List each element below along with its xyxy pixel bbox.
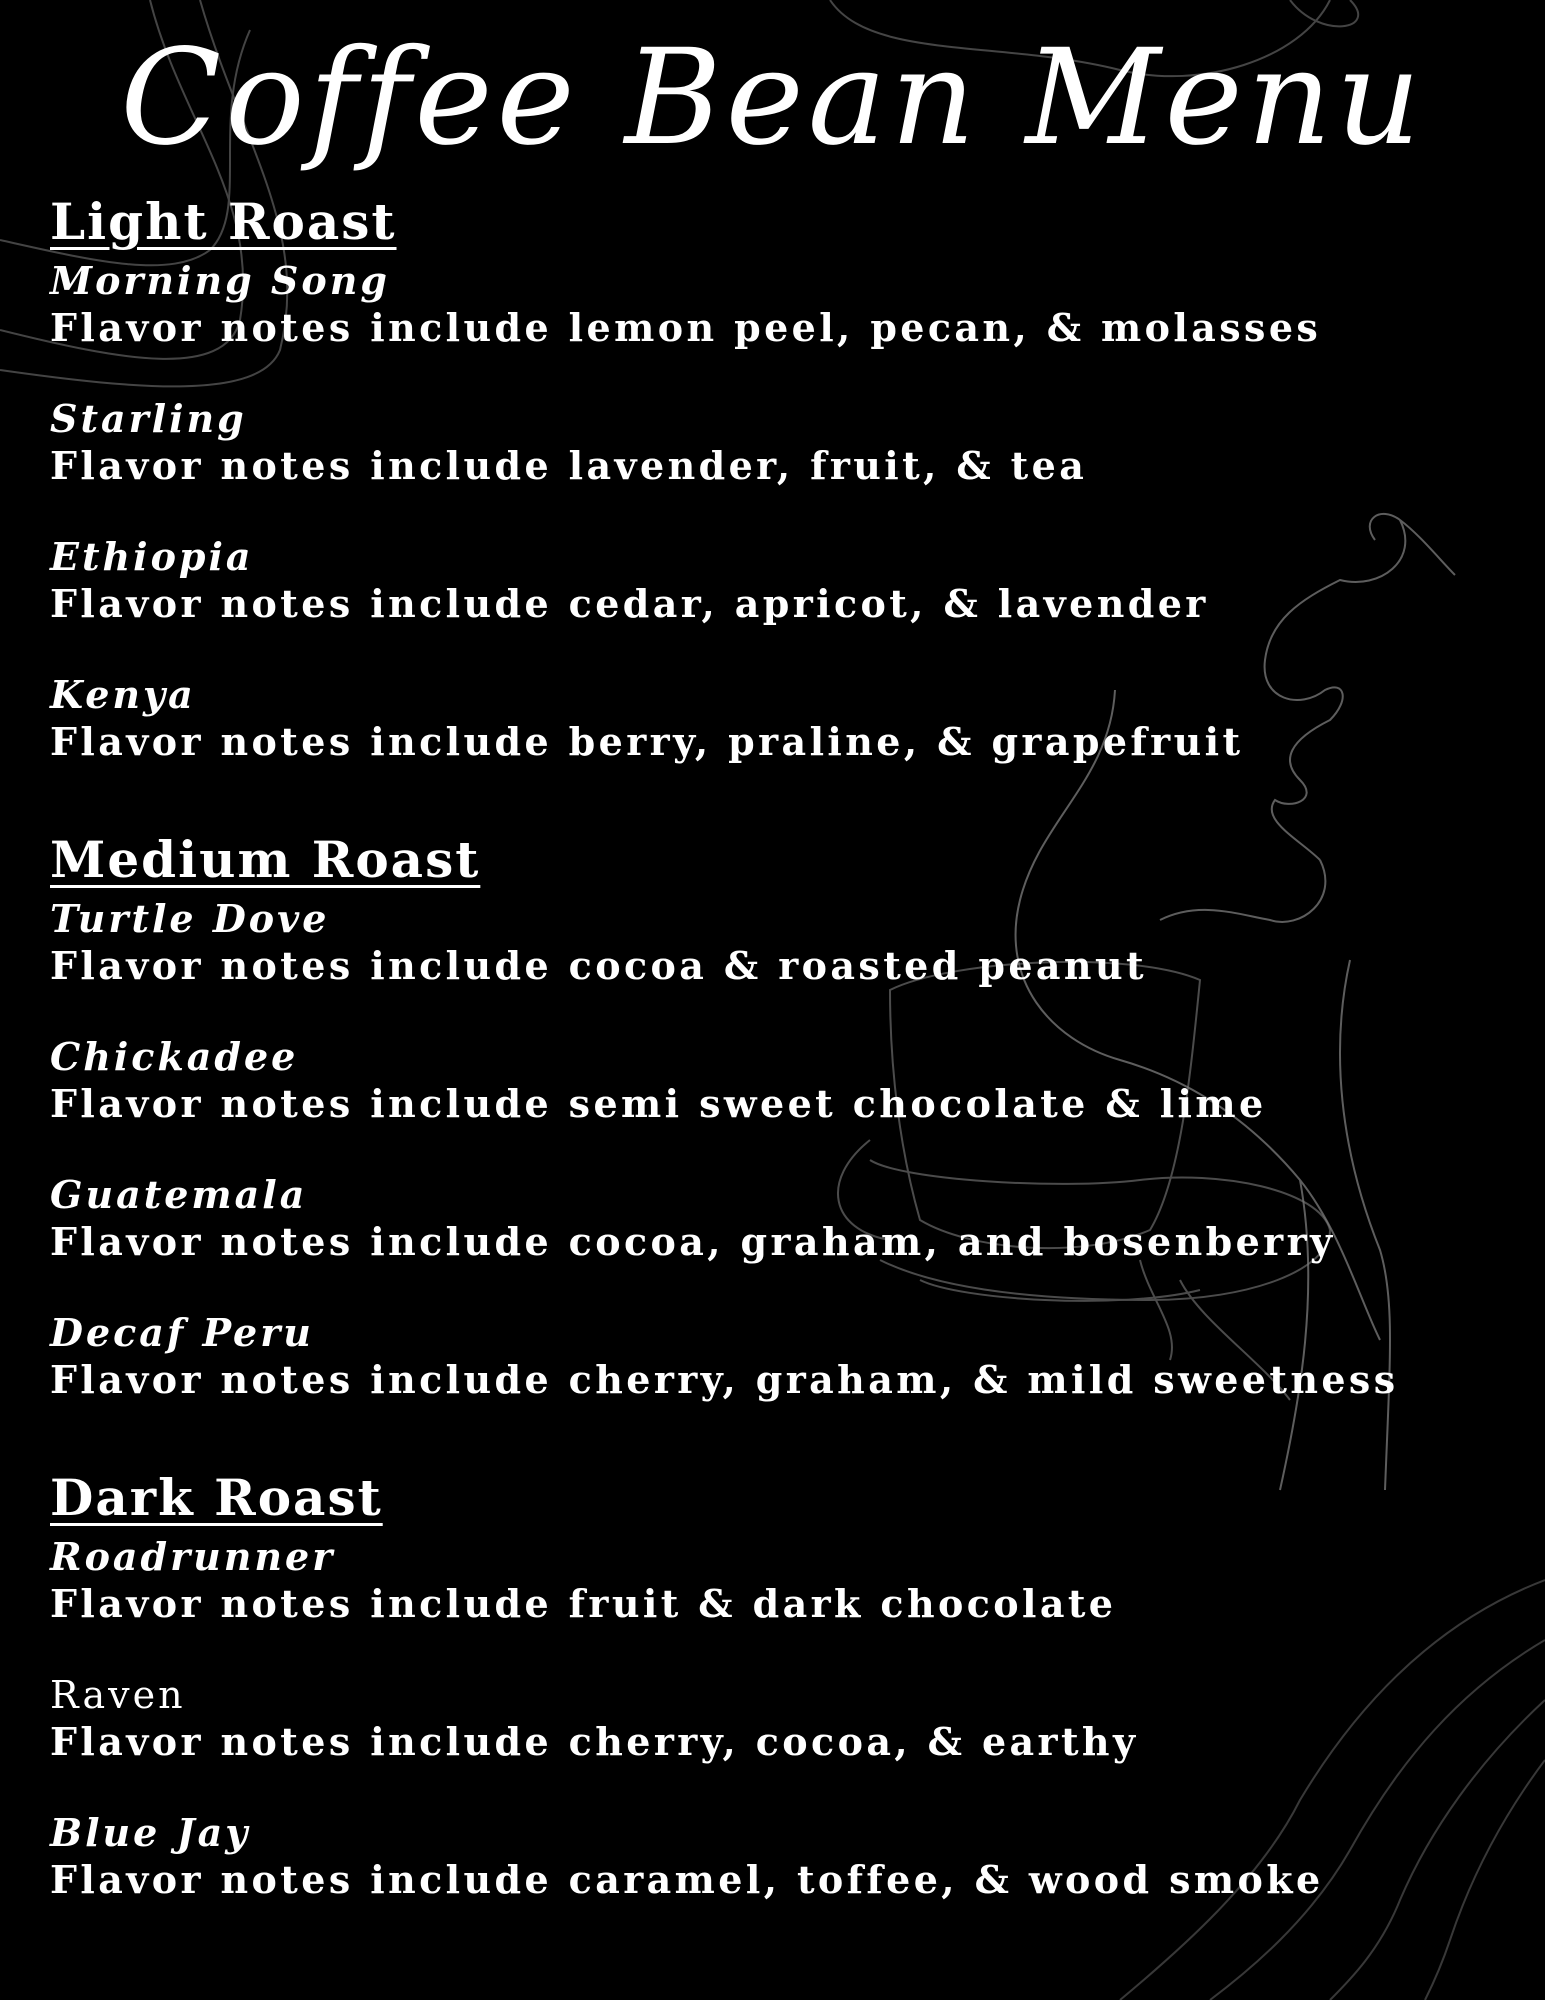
menu-item (50, 672, 1510, 766)
menu-item (50, 1672, 1510, 1766)
item-notes: Flavor notes include fruit & dark chocolate (50, 1581, 1117, 1626)
item-notes: Flavor notes include lemon peel, pecan, & molasses (50, 305, 1322, 350)
item-notes: Flavor notes include cocoa, graham, and bosenberry (50, 1219, 1336, 1264)
menu-item (50, 258, 1510, 352)
item-name: Morning Song (50, 258, 390, 303)
item-notes: Flavor notes include berry, praline, & grapefruit (50, 719, 1244, 764)
menu-item (50, 1172, 1510, 1266)
menu-item (50, 1034, 1510, 1128)
item-name: Turtle Dove (50, 896, 330, 941)
menu-item (50, 1310, 1510, 1404)
section-heading: Dark Roast (50, 1468, 383, 1527)
item-notes: Flavor notes include cherry, graham, & mild sweetness (50, 1357, 1399, 1402)
item-name: Decaf Peru (50, 1310, 314, 1355)
menu-item (50, 1810, 1510, 1904)
item-name: Chickadee (50, 1034, 299, 1079)
item-name: Roadrunner (50, 1534, 336, 1579)
menu-content (50, 190, 1510, 1904)
section-heading: Medium Roast (50, 830, 481, 889)
menu-item (50, 896, 1510, 990)
item-name: Guatemala (50, 1172, 308, 1217)
section-medium-roast (50, 828, 1510, 1404)
item-notes: Flavor notes include cocoa & roasted peanut (50, 943, 1147, 988)
item-notes: Flavor notes include cedar, apricot, & lavender (50, 581, 1209, 626)
item-name: Blue Jay (50, 1810, 251, 1855)
item-name: Raven (50, 1673, 186, 1717)
item-notes: Flavor notes include semi sweet chocolate & lime (50, 1081, 1267, 1126)
item-name: Ethiopia (50, 534, 254, 579)
menu-item (50, 396, 1510, 490)
item-notes: Flavor notes include lavender, fruit, & tea (50, 443, 1088, 488)
item-name: Kenya (50, 672, 196, 717)
item-notes: Flavor notes include caramel, toffee, & wood smoke (50, 1857, 1324, 1902)
item-notes: Flavor notes include cherry, cocoa, & earthy (50, 1719, 1139, 1764)
menu-item (50, 1534, 1510, 1628)
section-dark-roast (50, 1466, 1510, 1904)
section-heading: Light Roast (50, 192, 397, 251)
section-light-roast (50, 190, 1510, 766)
menu-title: Coffee Bean Menu (120, 21, 1425, 175)
menu-item (50, 534, 1510, 628)
item-name: Starling (50, 396, 247, 441)
